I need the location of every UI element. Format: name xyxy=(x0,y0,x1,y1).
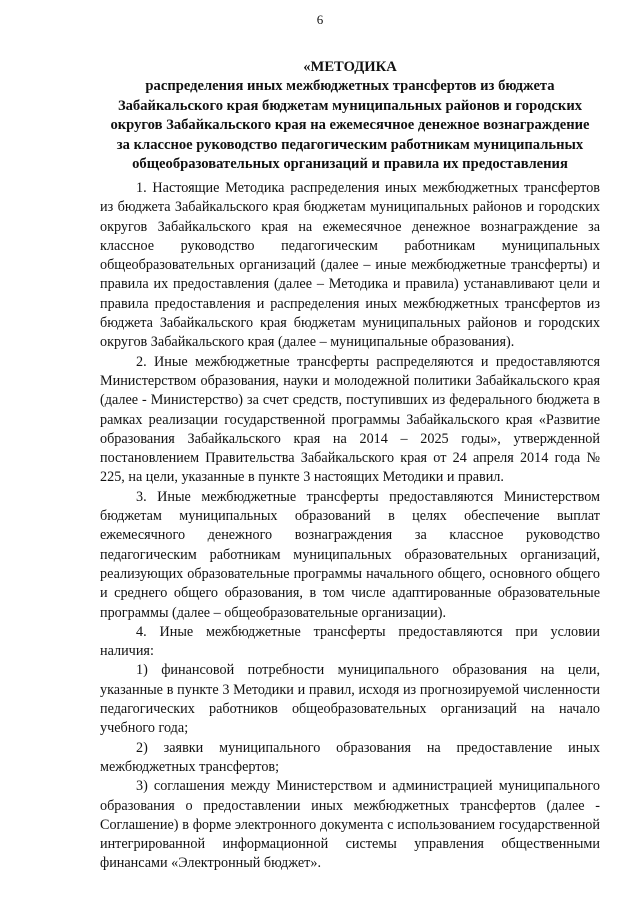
document-body xyxy=(100,179,600,874)
list-item-1: 1) финансовой потребности муниципального образования на цели, указанные в пункте 3 Методики и правил, исходя из прогнозируемой численности педагогических работников общеобразовательных организаций на начало учебного года; xyxy=(100,662,600,737)
title-line-3: Забайкальского края бюджетам муниципальных районов и городских xyxy=(117,97,583,114)
list-item-2: 2) заявки муниципального образования на предоставление иных межбюджетных трансфертов; xyxy=(100,739,600,775)
paragraph-3: 3. Иные межбюджетные трансферты предоставляются Министерством бюджетам муниципальных образований в целях обеспечение выплат ежемесячного денежного вознаграждения за классное руководство педагогическим работникам муниципальных образовательных организаций, реализующих образовательные программы начального общего, основного общего и среднего общего образования, в том числе адаптированные образовательные программы (далее – общеобразовательные организации). xyxy=(100,488,600,621)
list-item-3: 3) соглашения между Министерством и администрацией муниципального образования о предоставлении иных межбюджетных трансфертов (далее - Соглашение) в форме электронного документа с использованием государственной интегрированной информационной системы управления общественными финансами «Электронный бюджет». xyxy=(100,778,600,872)
title-line-6: общеобразовательных организаций и правила их предоставления xyxy=(132,156,568,173)
paragraph-4: 4. Иные межбюджетные трансферты предоставляются при условии наличия: xyxy=(100,623,600,660)
title-line-1: «МЕТОДИКА xyxy=(303,59,397,75)
paragraph-2: 2. Иные межбюджетные трансферты распределяются и предоставляются Министерством образования, науки и молодежной политики Забайкальского края (далее - Министерство) за счет средств, поступивших из федерального бюджета в рамках реализации государственной программы Забайкальского края «Развитие образования Забайкальского края на 2014 – 2025 годы», утвержденной постановлением Правительства Забайкальского края от 24 апреля 2014 года № 225, на цели, указанные в пункте 3 настоящих Методики и правил. xyxy=(100,353,600,486)
document-title xyxy=(100,58,600,174)
paragraph-1: 1. Настоящие Методика распределения иных межбюджетных трансфертов из бюджета Забайкальского края бюджетам муниципальных районов и городских округов Забайкальского края на ежемесячное денежное вознаграждение за классное руководство педагогическим работникам муниципальных общеобразовательных организаций (далее – иные межбюджетные трансферты) и правила их предоставления (далее – Методика и правила) устанавливают цели и правила предоставления и распределения иных межбюджетных трансфертов из бюджета Забайкальского края бюджетам муниципальных районов и городских округов Забайкальского края (далее – муниципальные образования). xyxy=(100,180,600,351)
title-line-2: распределения иных межбюджетных трансфертов из бюджета xyxy=(145,78,555,95)
page-number: 6 xyxy=(316,12,324,27)
title-line-4: округов Забайкальского края на ежемесячное денежное вознаграждение xyxy=(110,117,590,134)
title-line-5: за классное руководство педагогическим работникам муниципальных xyxy=(116,136,584,153)
